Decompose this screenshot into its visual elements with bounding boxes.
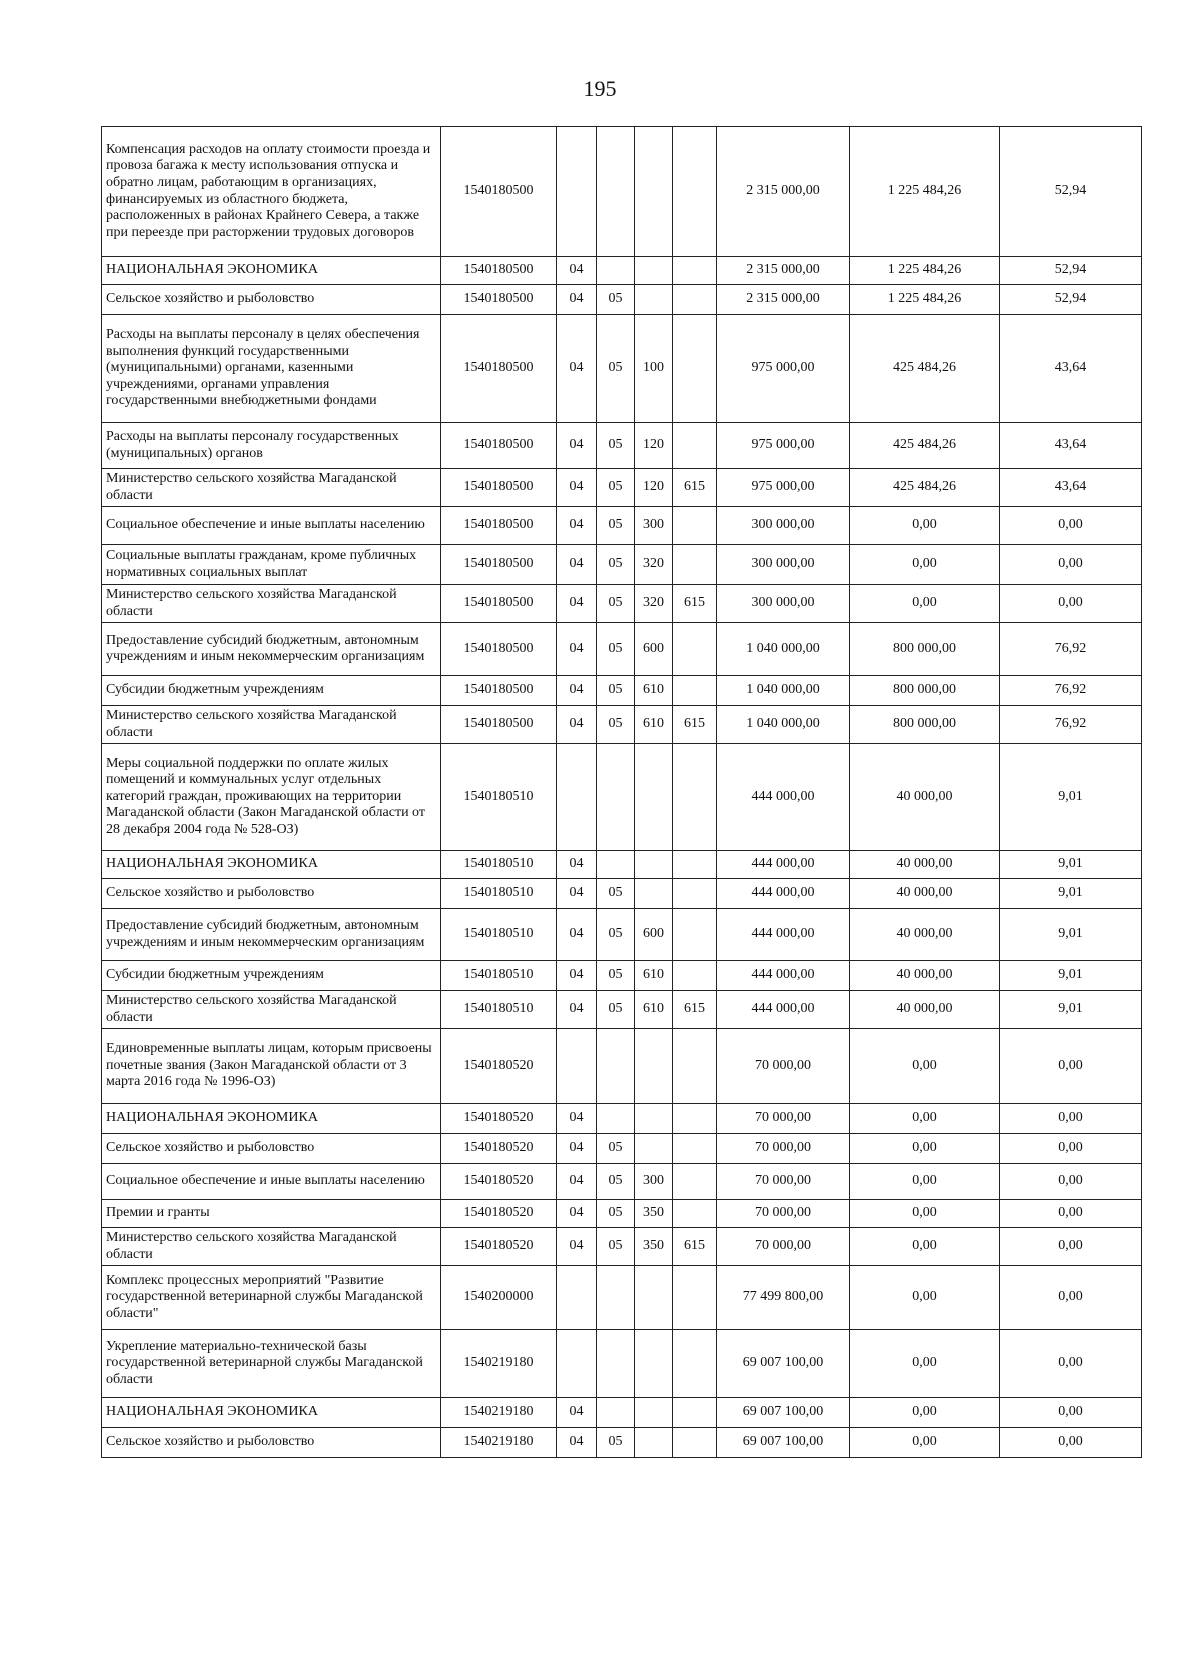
percent-cell: 0,00 [1000, 1266, 1142, 1330]
executed-amount-cell: 0,00 [850, 1134, 1000, 1164]
section-cell: 04 [557, 469, 597, 507]
ministry-cell [673, 676, 717, 706]
target-code-cell: 1540180510 [441, 851, 557, 879]
planned-amount-cell: 300 000,00 [717, 507, 850, 545]
planned-amount-cell: 975 000,00 [717, 315, 850, 423]
executed-amount-cell: 425 484,26 [850, 469, 1000, 507]
expense-type-cell [635, 1029, 673, 1104]
ministry-cell [673, 909, 717, 961]
subsection-cell [597, 1104, 635, 1134]
planned-amount-cell: 1 040 000,00 [717, 706, 850, 744]
planned-amount-cell: 444 000,00 [717, 909, 850, 961]
expense-type-cell: 610 [635, 991, 673, 1029]
expense-type-cell [635, 1266, 673, 1330]
percent-cell: 9,01 [1000, 961, 1142, 991]
executed-amount-cell: 40 000,00 [850, 879, 1000, 909]
subsection-cell: 05 [597, 1164, 635, 1200]
executed-amount-cell: 0,00 [850, 1428, 1000, 1458]
table-row [102, 507, 1142, 545]
executed-amount-cell: 0,00 [850, 545, 1000, 585]
expense-type-cell: 610 [635, 706, 673, 744]
planned-amount-cell: 70 000,00 [717, 1029, 850, 1104]
expense-type-cell [635, 257, 673, 285]
planned-amount-cell: 77 499 800,00 [717, 1266, 850, 1330]
ministry-cell [673, 1134, 717, 1164]
expense-type-cell [635, 879, 673, 909]
row-name-cell: Субсидии бюджетным учреждениям [102, 676, 441, 706]
executed-amount-cell: 40 000,00 [850, 909, 1000, 961]
percent-cell: 9,01 [1000, 909, 1142, 961]
section-cell: 04 [557, 1164, 597, 1200]
subsection-cell [597, 1029, 635, 1104]
target-code-cell: 1540180500 [441, 469, 557, 507]
percent-cell: 0,00 [1000, 1134, 1142, 1164]
table-row [102, 315, 1142, 423]
row-name-cell: Социальное обеспечение и иные выплаты населению [102, 507, 441, 545]
percent-cell: 43,64 [1000, 315, 1142, 423]
executed-amount-cell: 800 000,00 [850, 623, 1000, 676]
planned-amount-cell: 70 000,00 [717, 1134, 850, 1164]
table-row [102, 961, 1142, 991]
target-code-cell: 1540180500 [441, 285, 557, 315]
table-row [102, 1398, 1142, 1428]
percent-cell: 43,64 [1000, 423, 1142, 469]
planned-amount-cell: 300 000,00 [717, 585, 850, 623]
target-code-cell: 1540180500 [441, 623, 557, 676]
row-name-cell: Комплекс процессных мероприятий "Развитие государственной ветеринарной службы Магаданской области" [102, 1266, 441, 1330]
target-code-cell: 1540180510 [441, 744, 557, 851]
ministry-cell [673, 879, 717, 909]
executed-amount-cell: 40 000,00 [850, 961, 1000, 991]
ministry-cell: 615 [673, 706, 717, 744]
table-row [102, 127, 1142, 257]
subsection-cell: 05 [597, 469, 635, 507]
section-cell: 04 [557, 851, 597, 879]
section-cell: 04 [557, 1200, 597, 1228]
row-name-cell: Министерство сельского хозяйства Магаданской области [102, 1228, 441, 1266]
planned-amount-cell: 444 000,00 [717, 744, 850, 851]
section-cell: 04 [557, 285, 597, 315]
ministry-cell: 615 [673, 469, 717, 507]
subsection-cell [597, 744, 635, 851]
percent-cell: 0,00 [1000, 1228, 1142, 1266]
ministry-cell [673, 744, 717, 851]
subsection-cell: 05 [597, 1134, 635, 1164]
ministry-cell [673, 1200, 717, 1228]
row-name-cell: Сельское хозяйство и рыболовство [102, 1428, 441, 1458]
subsection-cell: 05 [597, 909, 635, 961]
planned-amount-cell: 300 000,00 [717, 545, 850, 585]
percent-cell: 0,00 [1000, 1428, 1142, 1458]
expense-type-cell: 610 [635, 676, 673, 706]
row-name-cell: Министерство сельского хозяйства Магаданской области [102, 991, 441, 1029]
expense-type-cell [635, 1104, 673, 1134]
table-row [102, 585, 1142, 623]
ministry-cell: 615 [673, 991, 717, 1029]
section-cell: 04 [557, 676, 597, 706]
row-name-cell: НАЦИОНАЛЬНАЯ ЭКОНОМИКА [102, 1398, 441, 1428]
section-cell: 04 [557, 545, 597, 585]
planned-amount-cell: 2 315 000,00 [717, 257, 850, 285]
target-code-cell: 1540180520 [441, 1029, 557, 1104]
planned-amount-cell: 444 000,00 [717, 961, 850, 991]
subsection-cell: 05 [597, 623, 635, 676]
subsection-cell: 05 [597, 991, 635, 1029]
expense-type-cell: 120 [635, 469, 673, 507]
percent-cell: 0,00 [1000, 1398, 1142, 1428]
target-code-cell: 1540180500 [441, 706, 557, 744]
planned-amount-cell: 2 315 000,00 [717, 285, 850, 315]
planned-amount-cell: 70 000,00 [717, 1164, 850, 1200]
table-row [102, 1330, 1142, 1398]
expense-type-cell: 320 [635, 585, 673, 623]
executed-amount-cell: 0,00 [850, 1104, 1000, 1134]
section-cell: 04 [557, 507, 597, 545]
table-row [102, 676, 1142, 706]
subsection-cell: 05 [597, 706, 635, 744]
ministry-cell [673, 1330, 717, 1398]
ministry-cell [673, 1029, 717, 1104]
percent-cell: 0,00 [1000, 545, 1142, 585]
table-row [102, 1266, 1142, 1330]
executed-amount-cell: 0,00 [850, 1029, 1000, 1104]
percent-cell: 0,00 [1000, 1330, 1142, 1398]
ministry-cell [673, 423, 717, 469]
table-row [102, 423, 1142, 469]
ministry-cell [673, 961, 717, 991]
row-name-cell: Министерство сельского хозяйства Магаданской области [102, 706, 441, 744]
subsection-cell: 05 [597, 1428, 635, 1458]
table-row [102, 744, 1142, 851]
target-code-cell: 1540180500 [441, 257, 557, 285]
expense-type-cell: 300 [635, 1164, 673, 1200]
executed-amount-cell: 0,00 [850, 1164, 1000, 1200]
executed-amount-cell: 0,00 [850, 1228, 1000, 1266]
executed-amount-cell: 0,00 [850, 1398, 1000, 1428]
table-row [102, 1428, 1142, 1458]
table-row [102, 1029, 1142, 1104]
target-code-cell: 1540180500 [441, 585, 557, 623]
percent-cell: 52,94 [1000, 127, 1142, 257]
target-code-cell: 1540219180 [441, 1398, 557, 1428]
expense-type-cell: 120 [635, 423, 673, 469]
percent-cell: 52,94 [1000, 285, 1142, 315]
expense-type-cell [635, 851, 673, 879]
percent-cell: 0,00 [1000, 1104, 1142, 1134]
expense-type-cell [635, 1330, 673, 1398]
target-code-cell: 1540180520 [441, 1164, 557, 1200]
section-cell: 04 [557, 1428, 597, 1458]
percent-cell: 0,00 [1000, 1200, 1142, 1228]
expense-type-cell: 100 [635, 315, 673, 423]
table-row [102, 623, 1142, 676]
row-name-cell: Сельское хозяйство и рыболовство [102, 879, 441, 909]
target-code-cell: 1540219180 [441, 1330, 557, 1398]
row-name-cell: НАЦИОНАЛЬНАЯ ЭКОНОМИКА [102, 1104, 441, 1134]
section-cell: 04 [557, 1134, 597, 1164]
ministry-cell [673, 851, 717, 879]
ministry-cell [673, 1428, 717, 1458]
percent-cell: 0,00 [1000, 507, 1142, 545]
planned-amount-cell: 70 000,00 [717, 1200, 850, 1228]
executed-amount-cell: 425 484,26 [850, 423, 1000, 469]
row-name-cell: Субсидии бюджетным учреждениям [102, 961, 441, 991]
executed-amount-cell: 1 225 484,26 [850, 257, 1000, 285]
expense-type-cell: 300 [635, 507, 673, 545]
table-row [102, 851, 1142, 879]
executed-amount-cell: 40 000,00 [850, 744, 1000, 851]
subsection-cell [597, 1398, 635, 1428]
subsection-cell: 05 [597, 676, 635, 706]
target-code-cell: 1540180520 [441, 1104, 557, 1134]
target-code-cell: 1540180500 [441, 423, 557, 469]
target-code-cell: 1540180500 [441, 545, 557, 585]
target-code-cell: 1540180500 [441, 676, 557, 706]
expense-type-cell [635, 1134, 673, 1164]
ministry-cell [673, 1104, 717, 1134]
ministry-cell [673, 127, 717, 257]
percent-cell: 43,64 [1000, 469, 1142, 507]
planned-amount-cell: 975 000,00 [717, 423, 850, 469]
expense-type-cell [635, 127, 673, 257]
executed-amount-cell: 800 000,00 [850, 676, 1000, 706]
expense-type-cell [635, 1398, 673, 1428]
section-cell: 04 [557, 706, 597, 744]
percent-cell: 0,00 [1000, 1029, 1142, 1104]
planned-amount-cell: 1 040 000,00 [717, 676, 850, 706]
ministry-cell [673, 285, 717, 315]
table-row [102, 1104, 1142, 1134]
subsection-cell [597, 127, 635, 257]
section-cell [557, 127, 597, 257]
row-name-cell: Меры социальной поддержки по оплате жилых помещений и коммунальных услуг отдельных категорий граждан, проживающих на территории Магаданской области (Закон Магаданской области от 28 декабря 2004 года № 528-ОЗ) [102, 744, 441, 851]
section-cell: 04 [557, 1104, 597, 1134]
target-code-cell: 1540180510 [441, 879, 557, 909]
target-code-cell: 1540200000 [441, 1266, 557, 1330]
row-name-cell: Сельское хозяйство и рыболовство [102, 1134, 441, 1164]
row-name-cell: НАЦИОНАЛЬНАЯ ЭКОНОМИКА [102, 851, 441, 879]
subsection-cell: 05 [597, 423, 635, 469]
subsection-cell: 05 [597, 315, 635, 423]
executed-amount-cell: 0,00 [850, 1330, 1000, 1398]
ministry-cell [673, 507, 717, 545]
percent-cell: 52,94 [1000, 257, 1142, 285]
executed-amount-cell: 0,00 [850, 507, 1000, 545]
expense-type-cell: 610 [635, 961, 673, 991]
executed-amount-cell: 0,00 [850, 1266, 1000, 1330]
subsection-cell: 05 [597, 879, 635, 909]
subsection-cell: 05 [597, 285, 635, 315]
subsection-cell [597, 851, 635, 879]
subsection-cell [597, 1330, 635, 1398]
section-cell [557, 744, 597, 851]
table-row [102, 257, 1142, 285]
target-code-cell: 1540180520 [441, 1228, 557, 1266]
row-name-cell: Единовременные выплаты лицам, которым присвоены почетные звания (Закон Магаданской области от 3 марта 2016 года № 1996-ОЗ) [102, 1029, 441, 1104]
table-row [102, 909, 1142, 961]
ministry-cell [673, 623, 717, 676]
subsection-cell: 05 [597, 961, 635, 991]
target-code-cell: 1540180500 [441, 315, 557, 423]
subsection-cell: 05 [597, 585, 635, 623]
percent-cell: 76,92 [1000, 676, 1142, 706]
target-code-cell: 1540180500 [441, 127, 557, 257]
budget-table [101, 126, 1142, 1458]
row-name-cell: Министерство сельского хозяйства Магаданской области [102, 469, 441, 507]
section-cell [557, 1330, 597, 1398]
table-row [102, 545, 1142, 585]
planned-amount-cell: 2 315 000,00 [717, 127, 850, 257]
subsection-cell: 05 [597, 1228, 635, 1266]
table-row [102, 1164, 1142, 1200]
percent-cell: 76,92 [1000, 623, 1142, 676]
row-name-cell: Сельское хозяйство и рыболовство [102, 285, 441, 315]
ministry-cell [673, 1398, 717, 1428]
section-cell: 04 [557, 585, 597, 623]
row-name-cell: Социальные выплаты гражданам, кроме публичных нормативных социальных выплат [102, 545, 441, 585]
executed-amount-cell: 0,00 [850, 585, 1000, 623]
expense-type-cell: 320 [635, 545, 673, 585]
planned-amount-cell: 70 000,00 [717, 1228, 850, 1266]
expense-type-cell: 350 [635, 1200, 673, 1228]
executed-amount-cell: 40 000,00 [850, 991, 1000, 1029]
section-cell: 04 [557, 1228, 597, 1266]
percent-cell: 9,01 [1000, 991, 1142, 1029]
expense-type-cell: 350 [635, 1228, 673, 1266]
planned-amount-cell: 444 000,00 [717, 991, 850, 1029]
ministry-cell [673, 1164, 717, 1200]
expense-type-cell: 600 [635, 623, 673, 676]
table-row [102, 1200, 1142, 1228]
target-code-cell: 1540219180 [441, 1428, 557, 1458]
planned-amount-cell: 69 007 100,00 [717, 1398, 850, 1428]
percent-cell: 0,00 [1000, 1164, 1142, 1200]
section-cell: 04 [557, 879, 597, 909]
ministry-cell [673, 1266, 717, 1330]
target-code-cell: 1540180520 [441, 1134, 557, 1164]
section-cell: 04 [557, 991, 597, 1029]
expense-type-cell [635, 285, 673, 315]
section-cell: 04 [557, 909, 597, 961]
row-name-cell: Укрепление материально-технической базы государственной ветеринарной службы Магаданской области [102, 1330, 441, 1398]
ministry-cell [673, 545, 717, 585]
subsection-cell [597, 257, 635, 285]
ministry-cell: 615 [673, 585, 717, 623]
executed-amount-cell: 425 484,26 [850, 315, 1000, 423]
executed-amount-cell: 1 225 484,26 [850, 127, 1000, 257]
section-cell: 04 [557, 1398, 597, 1428]
page-number: 195 [583, 76, 617, 101]
executed-amount-cell: 1 225 484,26 [850, 285, 1000, 315]
subsection-cell: 05 [597, 507, 635, 545]
executed-amount-cell: 800 000,00 [850, 706, 1000, 744]
expense-type-cell: 600 [635, 909, 673, 961]
section-cell: 04 [557, 315, 597, 423]
section-cell [557, 1029, 597, 1104]
planned-amount-cell: 975 000,00 [717, 469, 850, 507]
table-row [102, 1228, 1142, 1266]
executed-amount-cell: 40 000,00 [850, 851, 1000, 879]
table-row [102, 879, 1142, 909]
target-code-cell: 1540180520 [441, 1200, 557, 1228]
row-name-cell: Компенсация расходов на оплату стоимости проезда и провоза багажа к месту использования отпуска и обратно лицам, работающим в организациях, финансируемых из областного бюджета, расположенных в районах Крайнего Севера, а также при переезде при расторжении трудовых договоров [102, 127, 441, 257]
percent-cell: 9,01 [1000, 744, 1142, 851]
ministry-cell [673, 315, 717, 423]
row-name-cell: Предоставление субсидий бюджетным, автономным учреждениям и иным некоммерческим организациям [102, 909, 441, 961]
subsection-cell: 05 [597, 1200, 635, 1228]
ministry-cell [673, 257, 717, 285]
section-cell [557, 1266, 597, 1330]
planned-amount-cell: 69 007 100,00 [717, 1428, 850, 1458]
percent-cell: 9,01 [1000, 879, 1142, 909]
section-cell: 04 [557, 623, 597, 676]
table-row [102, 1134, 1142, 1164]
section-cell: 04 [557, 423, 597, 469]
percent-cell: 9,01 [1000, 851, 1142, 879]
executed-amount-cell: 0,00 [850, 1200, 1000, 1228]
row-name-cell: Расходы на выплаты персоналу в целях обеспечения выполнения функций государственными (муниципальными) органами, казенными учреждениями, органами управления государственными внебюджетными фондами [102, 315, 441, 423]
row-name-cell: Предоставление субсидий бюджетным, автономным учреждениям и иным некоммерческим организациям [102, 623, 441, 676]
planned-amount-cell: 1 040 000,00 [717, 623, 850, 676]
section-cell: 04 [557, 961, 597, 991]
row-name-cell: Социальное обеспечение и иные выплаты населению [102, 1164, 441, 1200]
planned-amount-cell: 444 000,00 [717, 879, 850, 909]
row-name-cell: Расходы на выплаты персоналу государственных (муниципальных) органов [102, 423, 441, 469]
expense-type-cell [635, 744, 673, 851]
row-name-cell: Министерство сельского хозяйства Магаданской области [102, 585, 441, 623]
row-name-cell: НАЦИОНАЛЬНАЯ ЭКОНОМИКА [102, 257, 441, 285]
percent-cell: 0,00 [1000, 585, 1142, 623]
table-row [102, 469, 1142, 507]
target-code-cell: 1540180500 [441, 507, 557, 545]
table-row [102, 285, 1142, 315]
row-name-cell: Премии и гранты [102, 1200, 441, 1228]
subsection-cell: 05 [597, 545, 635, 585]
section-cell: 04 [557, 257, 597, 285]
table-row [102, 991, 1142, 1029]
subsection-cell [597, 1266, 635, 1330]
planned-amount-cell: 69 007 100,00 [717, 1330, 850, 1398]
expense-type-cell [635, 1428, 673, 1458]
ministry-cell: 615 [673, 1228, 717, 1266]
planned-amount-cell: 70 000,00 [717, 1104, 850, 1134]
table-row [102, 706, 1142, 744]
percent-cell: 76,92 [1000, 706, 1142, 744]
planned-amount-cell: 444 000,00 [717, 851, 850, 879]
target-code-cell: 1540180510 [441, 909, 557, 961]
target-code-cell: 1540180510 [441, 961, 557, 991]
table-body [102, 127, 1142, 1458]
target-code-cell: 1540180510 [441, 991, 557, 1029]
